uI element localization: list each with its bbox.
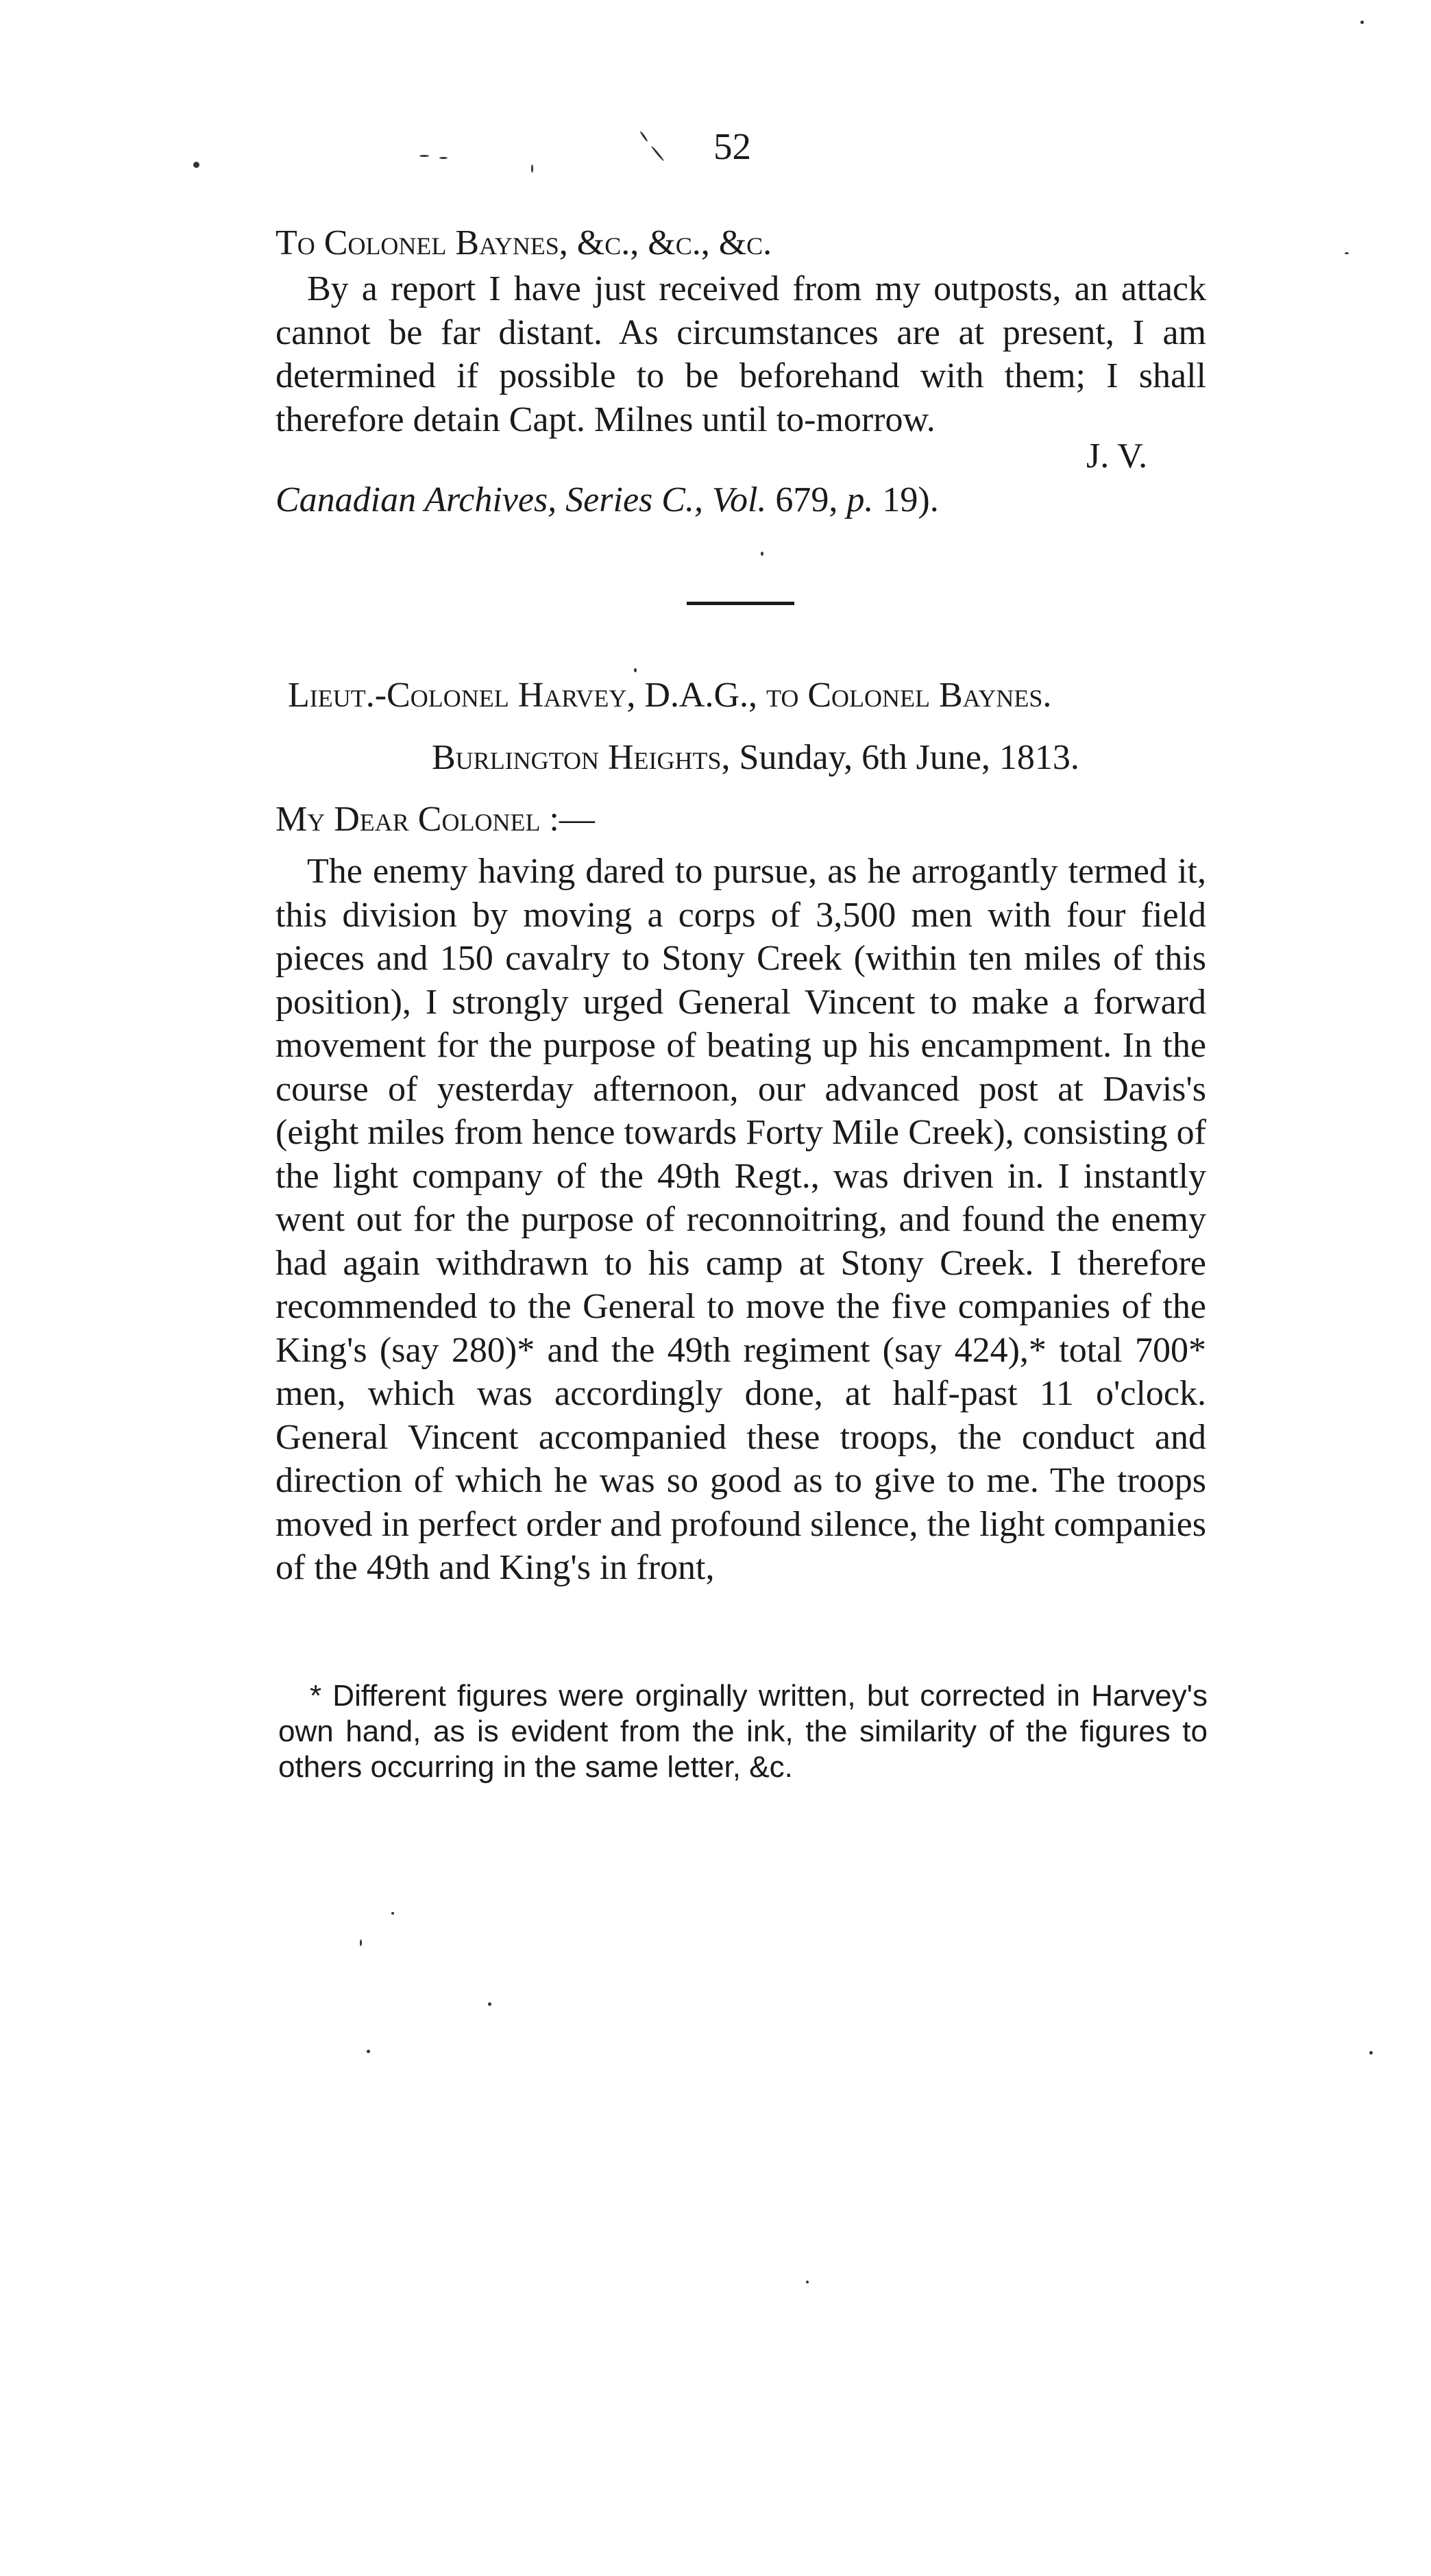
- footnote-text: * Different figures were orginally written, but corrected in Harvey's own hand, as is evident from the ink, the similarity of the figures to others occurring in the same letter, &c.: [278, 1679, 1208, 1784]
- scan-speck: [488, 2002, 491, 2006]
- scan-speck: [639, 131, 648, 142]
- letter2-heading: Lieut.-Colonel Harvey, D.A.G., to Colonel Baynes.: [288, 676, 1052, 715]
- scan-speck: [634, 668, 637, 672]
- source-prefix: Canadian Archives, Series C., Vol.: [276, 480, 767, 519]
- source-page-label: p.: [846, 480, 874, 519]
- footnote: [278, 1678, 1208, 1785]
- letter1-body-block: [276, 267, 1206, 441]
- scan-speck: [439, 157, 448, 159]
- letter2-body: The enemy having dared to pursue, as he arrogantly termed it, this division by moving a corps of 3,500 men with four field pieces and 150 cavalry to Stony Creek (within ten miles of this position), I strongly urged General Vincent to make a forward movement for the purpose of beating up his encampment. In the course of yesterday afternoon, our advanced post at Davis's (eight miles from hence towards Forty Mile Creek), consisting of the light company of the 49th Regt., was driven in. I instantly went out for the purpose of reconnoitring, and found the enemy had again withdrawn to his camp at Stony Creek. I therefore recommended to the General to move the five companies of the King's (say 280)* and the 49th regiment (say 424),* total 700* men, which was accordingly done, at half-past 11 o'clock. General Vincent accompanied these troops, the conduct and direction of which he was so good as to give to me. The troops moved in perfect order and profound silence, the light companies of the 49th and King's in front,: [276, 852, 1206, 1587]
- letter2-place-date: [432, 737, 1079, 778]
- letter2-date: Sunday, 6th June, 1813.: [739, 738, 1079, 777]
- letter1-source: [276, 480, 939, 520]
- scan-speck: [531, 164, 533, 173]
- scan-speck: [1369, 2051, 1373, 2054]
- scan-speck: [650, 145, 664, 161]
- letter1-heading: To Colonel Baynes, &c., &c., &c.: [276, 223, 772, 262]
- letter1-signature: J. V.: [1086, 437, 1148, 476]
- scan-speck: [419, 155, 429, 157]
- scan-speck: [360, 1939, 362, 1946]
- scan-speck: [193, 162, 199, 168]
- scan-speck: [1345, 252, 1349, 254]
- source-page: 19).: [882, 480, 939, 519]
- scan-speck: [391, 1912, 394, 1915]
- letter1-body: By a report I have just received from my outposts, an attack cannot be far distant. As circumstances are at present, I am determined if possible to be beforehand with them; I shall therefore detain Capt. Milnes until to-morrow.: [276, 269, 1206, 439]
- scan-speck: [761, 552, 763, 556]
- letter2-salutation: My Dear Colonel :—: [276, 800, 595, 839]
- scan-speck: [367, 2050, 370, 2053]
- letter2-body-block: [276, 850, 1206, 1590]
- scan-speck: [806, 2281, 809, 2283]
- page-number: 52: [713, 125, 751, 167]
- section-divider: [687, 602, 794, 605]
- letter2-place: Burlington Heights,: [432, 738, 731, 777]
- letter1-heading-block: [276, 221, 1206, 265]
- scan-speck: [1360, 21, 1364, 24]
- source-volume: 679,: [775, 480, 838, 519]
